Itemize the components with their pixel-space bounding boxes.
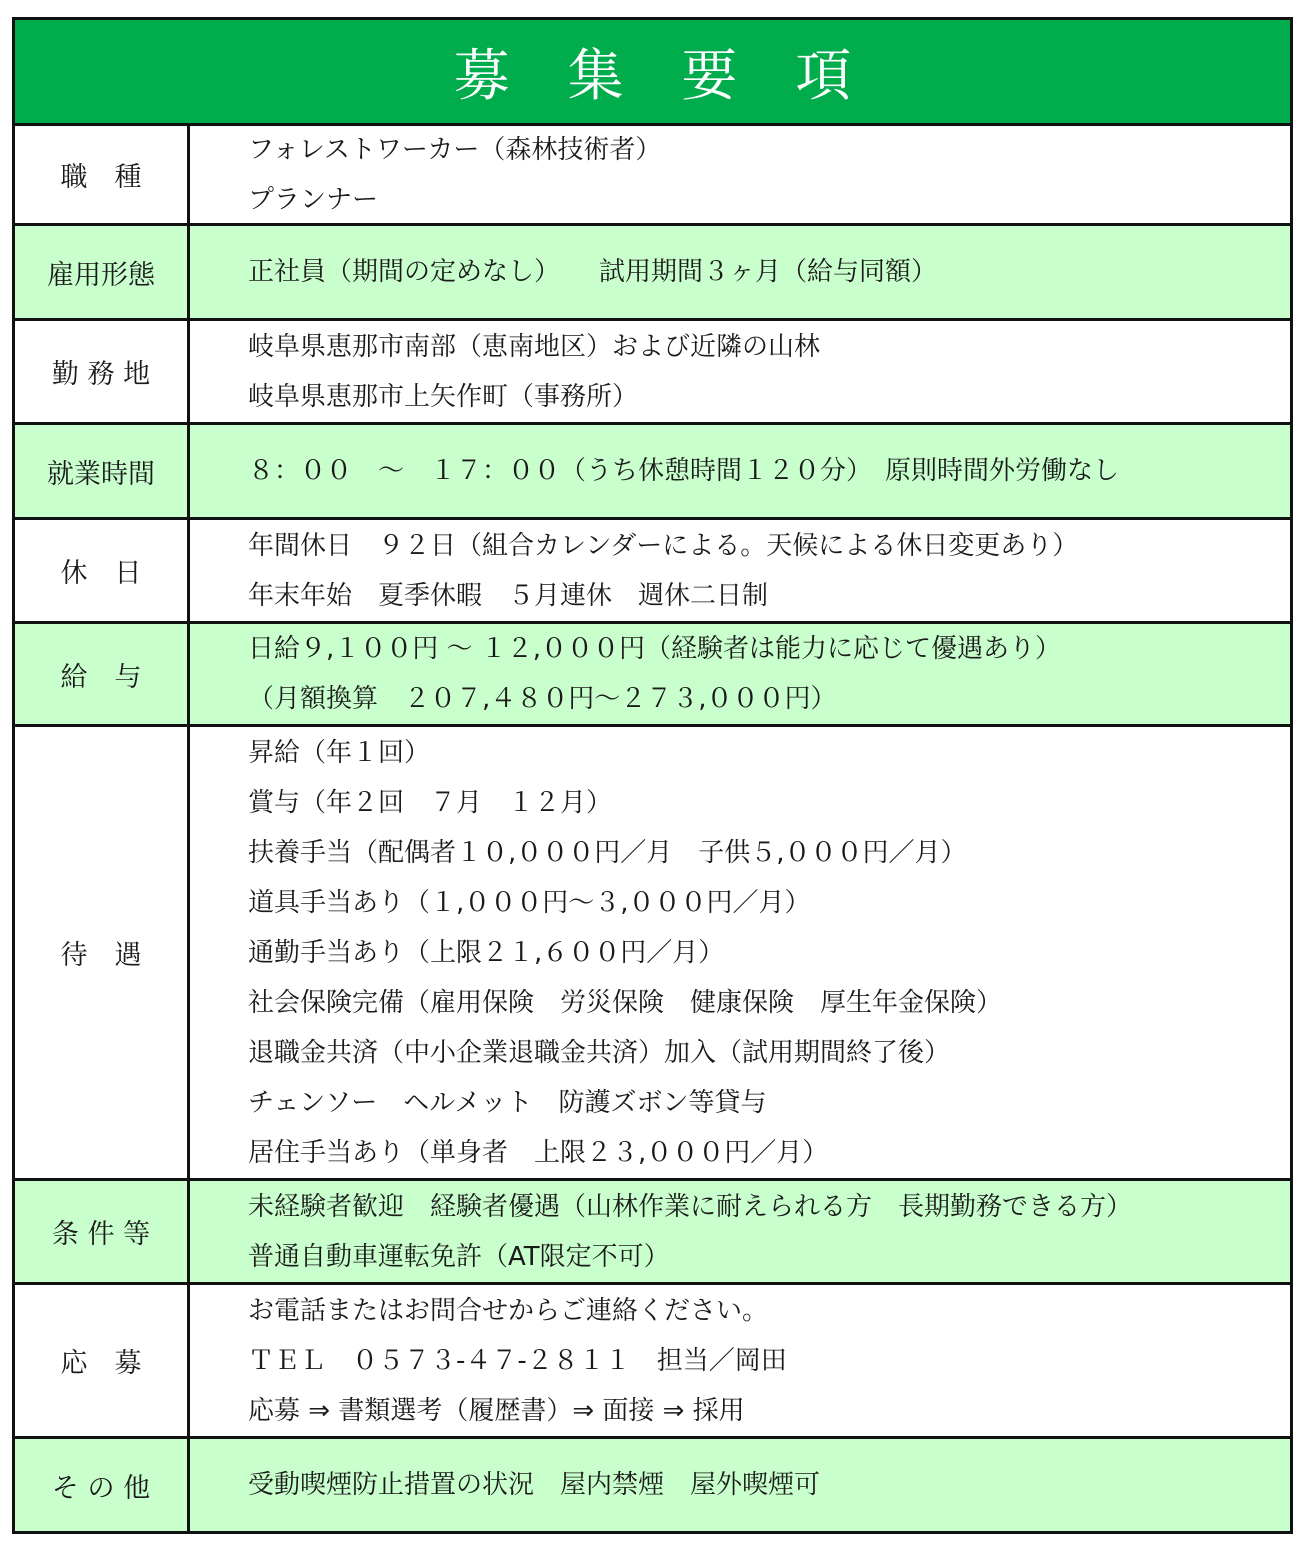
row-line: 居住手当あり（単身者 上限２３,０００円／月） [248,1137,829,1168]
row-label: そ の 他 [15,1439,190,1531]
row-line: 岐阜県恵那市上矢作町（事務所） [248,381,639,412]
row-line: ＴＥＬ ０５７３-４７-２８１１ 担当／岡田 [248,1345,787,1376]
row-line: 岐阜県恵那市南部（恵南地区）および近隣の山林 [248,331,821,362]
row-label: 雇用形態 [15,226,190,318]
row-label: 給 与 [15,624,190,724]
row-label: 就業時間 [15,425,190,517]
table-row-working-hours [15,425,1290,520]
row-line: フォレストワーカー（森林技術者） [248,134,662,165]
row-line: 扶養手当（配偶者１０,０００円／月 子供５,０００円／月） [248,837,967,868]
row-line: プランナー [248,184,379,215]
row-line: 賞与（年２回 ７月 １２月） [248,787,613,818]
row-content [190,1181,1290,1282]
row-label: 応 募 [15,1285,190,1436]
row-line: 年末年始 夏季休暇 ５月連休 週休二日制 [248,580,769,611]
row-content [190,1285,1290,1436]
row-content [190,226,1290,318]
table-row-employment-type [15,226,1290,321]
table-row-salary [15,624,1290,727]
row-line: 年間休日 ９２日（組合カレンダーによる。天候による休日変更あり） [248,530,1079,561]
row-content [190,624,1290,724]
row-line: 応募 ⇒ 書類選考（履歴書）⇒ 面接 ⇒ 採用 [248,1395,745,1426]
table-row-holidays [15,520,1290,624]
table-row-benefits [15,727,1290,1181]
row-line: （月額換算 ２０７,４８０円～２７３,０００円） [248,684,837,714]
row-line: お電話またはお問合せからご連絡ください。 [248,1295,769,1326]
row-content [190,425,1290,517]
row-line: 日給９,１００円 ～ １２,０００円（経験者は能力に応じて優遇あり） [248,634,1062,664]
recruitment-table [12,17,1293,1534]
row-line: チェンソー ヘルメット 防護ズボン等貸与 [248,1087,767,1118]
row-content [190,727,1290,1178]
table-row-conditions [15,1181,1290,1285]
row-line: 正社員（期間の定めなし） 試用期間３ヶ月（給与同額） [248,257,938,287]
row-line: 退職金共済（中小企業退職金共済）加入（試用期間終了後） [248,1037,951,1068]
row-label: 待 遇 [15,727,190,1178]
row-line: 受動喫煙防止措置の状況 屋内禁煙 屋外喫煙可 [248,1470,821,1500]
row-content [190,126,1290,223]
row-line: 道具手当あり（１,０００円～３,０００円／月） [248,887,811,918]
page-title: 募 集 要 項 [15,20,1290,126]
row-content [190,321,1290,422]
row-line: ８：００ ～ １７：００（うち休憩時間１２０分） 原則時間外労働なし [248,456,1120,486]
row-line: 通勤手当あり（上限２１,６００円／月） [248,937,725,968]
row-label: 勤 務 地 [15,321,190,422]
row-line: 昇給（年１回） [248,737,431,768]
row-label: 職 種 [15,126,190,223]
row-line: 普通自動車運転免許（AT限定不可） [248,1241,670,1272]
row-content [190,520,1290,621]
table-row-other [15,1439,1290,1531]
row-label: 休 日 [15,520,190,621]
row-content [190,1439,1290,1531]
table-row-job-type [15,126,1290,226]
row-label: 条 件 等 [15,1181,190,1282]
row-line: 未経験者歓迎 経験者優遇（山林作業に耐えられる方 長期勤務できる方） [248,1191,1133,1222]
table-row-application [15,1285,1290,1439]
row-line: 社会保険完備（雇用保険 労災保険 健康保険 厚生年金保険） [248,987,1003,1018]
table-row-workplace [15,321,1290,425]
